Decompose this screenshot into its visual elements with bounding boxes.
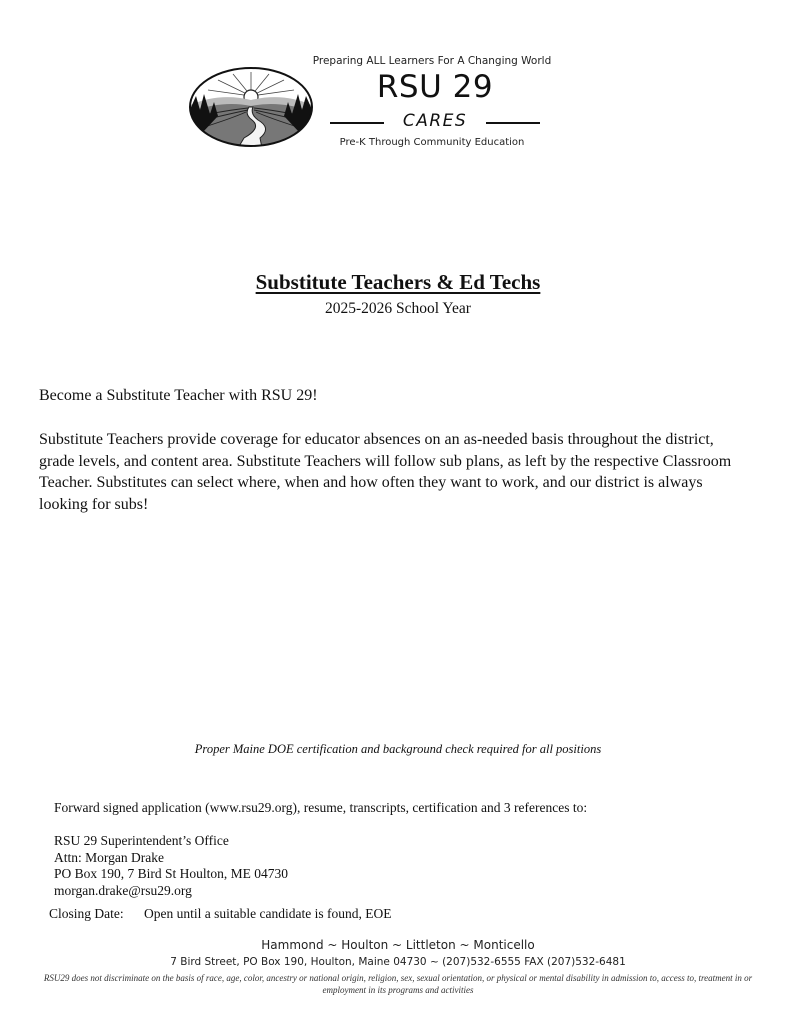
- logo-divider-right: [486, 122, 540, 124]
- footer-disclaimer: RSU29 does not discriminate on the basis of race, age, color, ancestry or national origin, religion, sex, sexual orientation, or physical or mental disability in admission to, access to, treatment in or employment in its programs and activities: [43, 973, 753, 995]
- contact-block: [54, 833, 288, 899]
- contact-email: morgan.drake@rsu29.org: [54, 882, 192, 898]
- closing-date-value: Open until a suitable candidate is found, EOE: [144, 906, 392, 921]
- forward-instructions: Forward signed application (www.rsu29.org), resume, transcripts, certification and 3 references to:: [54, 800, 588, 815]
- logo-subline: Pre-K Through Community Education: [339, 137, 525, 148]
- closing-date: [49, 906, 391, 922]
- logo-cares-row: [330, 111, 540, 133]
- closing-date-label: Closing Date:: [49, 906, 124, 921]
- certification-note: Proper Maine DOE certification and background check required for all positions: [194, 742, 602, 756]
- logo-brand-name: RSU 29: [376, 69, 494, 105]
- school-year: 2025-2026 School Year: [325, 300, 471, 317]
- logo-tagline: Preparing ALL Learners For A Changing World: [312, 55, 552, 67]
- footer-towns: Hammond ~ Houlton ~ Littleton ~ Monticello: [261, 938, 535, 952]
- logo-cares-text: CARES: [402, 111, 468, 131]
- contact-attn: Attn: Morgan Drake: [54, 849, 164, 865]
- contact-address: PO Box 190, 7 Bird St Houlton, ME 04730: [54, 866, 289, 881]
- page-title: [0, 270, 796, 295]
- description-paragraph: Substitute Teachers provide coverage for educator absences on an as-needed basis throughout the district, grade levels, and content area. Substitute Teachers will follow sub plans, as left by the respective Classroom Teacher. Substitutes can select where, when and how often they want to work, and our district is always looking for subs!: [39, 431, 732, 513]
- footer-address: 7 Bird Street, PO Box 190, Houlton, Maine 04730 ~ (207)532-6555 FAX (207)532-6481: [170, 956, 626, 968]
- page-title-text: Substitute Teachers & Ed Techs: [255, 270, 541, 294]
- contact-office: RSU 29 Superintendent’s Office: [54, 833, 229, 848]
- intro-text: Become a Substitute Teacher with RSU 29!: [39, 387, 318, 404]
- rsu29-logo-emblem: [188, 66, 314, 148]
